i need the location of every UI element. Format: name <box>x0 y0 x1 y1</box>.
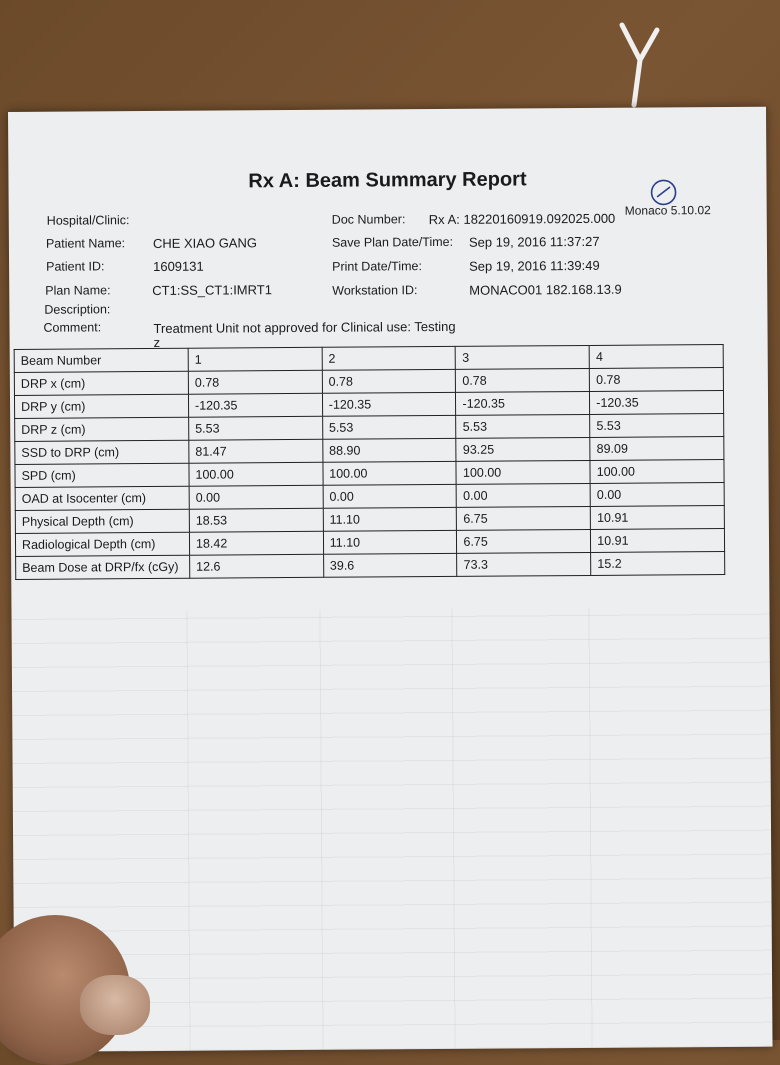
patient-id-label: Patient ID: <box>46 259 105 274</box>
table-cell: 93.25 <box>456 437 590 461</box>
patient-name-value: CHE XIAO GANG <box>152 235 258 251</box>
row-header: SPD (cm) <box>15 463 189 487</box>
table-cell: 2 <box>322 346 456 370</box>
table-cell: 0.00 <box>590 483 724 507</box>
table-cell: 0.78 <box>322 369 456 393</box>
table-cell: 100.00 <box>323 461 457 485</box>
report-paper <box>8 107 773 1052</box>
table-cell: -120.35 <box>188 393 322 417</box>
table-cell: 6.75 <box>457 506 591 530</box>
save-plan-value: Sep 19, 2016 11:37:27 <box>468 233 600 250</box>
table-cell: 0.78 <box>456 368 590 392</box>
table-cell: 0.00 <box>457 483 591 507</box>
table-cell: -120.35 <box>456 391 590 415</box>
table-cell: 6.75 <box>457 529 591 553</box>
table-cell: 73.3 <box>457 552 591 576</box>
patient-name-label: Patient Name: <box>45 236 126 251</box>
row-header: DRP z (cm) <box>15 417 189 441</box>
table-cell: 0.78 <box>188 370 322 394</box>
beam-summary-table <box>14 344 726 580</box>
row-header: DRP y (cm) <box>14 394 188 418</box>
table-row <box>16 552 725 580</box>
table-cell: 81.47 <box>189 439 323 463</box>
print-date-value: Sep 19, 2016 11:39:49 <box>469 257 600 274</box>
row-header: OAD at Isocenter (cm) <box>15 486 189 510</box>
row-header: DRP x (cm) <box>14 371 188 395</box>
table-cell: 100.00 <box>189 462 323 486</box>
table-cell: 10.91 <box>590 506 724 530</box>
comment-value: Treatment Unit not approved for Clinical use: Testing <box>153 318 456 336</box>
table-cell: -120.35 <box>322 392 456 416</box>
table-cell: 18.53 <box>189 508 323 532</box>
row-header: SSD to DRP (cm) <box>15 440 189 464</box>
table-cell: 100.00 <box>456 460 590 484</box>
doc-number-label: Doc Number: <box>331 212 406 227</box>
table-cell: 3 <box>456 345 590 369</box>
table-cell: 89.09 <box>590 437 724 461</box>
table-cell: 5.53 <box>456 414 590 438</box>
table-cell: 15.2 <box>591 552 725 576</box>
description-label: Description: <box>44 302 111 317</box>
save-plan-label: Save Plan Date/Time: <box>331 234 454 250</box>
desk-scratch-mark <box>612 20 662 110</box>
row-header: Radiological Depth (cm) <box>15 532 189 556</box>
table-cell: 0.00 <box>323 484 457 508</box>
plan-name-value: CT1:SS_CT1:IMRT1 <box>152 282 272 298</box>
workstation-label: Workstation ID: <box>332 283 418 298</box>
table-cell: 5.53 <box>189 416 323 440</box>
table-cell: 1 <box>188 347 322 371</box>
comment-wrap: z <box>153 334 161 350</box>
comment-label: Comment: <box>43 320 102 335</box>
row-header: Physical Depth (cm) <box>15 509 189 533</box>
software-version: Monaco 5.10.02 <box>624 203 711 218</box>
table-cell: 100.00 <box>590 460 724 484</box>
workstation-value: MONACO01 182.168.13.9 <box>469 281 622 298</box>
table-cell: -120.35 <box>590 391 724 415</box>
table-cell: 11.10 <box>323 507 457 531</box>
hospital-label: Hospital/Clinic: <box>46 213 130 228</box>
table-cell: 11.10 <box>323 530 457 554</box>
table-cell: 88.90 <box>323 438 457 462</box>
table-cell: 5.53 <box>322 415 456 439</box>
table-cell: 0.00 <box>189 485 323 509</box>
patient-id-value: 1609131 <box>153 258 204 274</box>
row-header: Beam Number <box>14 348 188 372</box>
table-cell: 10.91 <box>591 529 725 553</box>
table-cell: 4 <box>589 345 723 369</box>
table-cell: 18.42 <box>189 531 323 555</box>
doc-number-value: Rx A: 18220160919.092025.000 <box>428 210 616 228</box>
print-date-label: Print Date/Time: <box>332 259 422 274</box>
report-title: Rx A: Beam Summary Report <box>248 168 527 193</box>
table-cell: 0.78 <box>590 368 724 392</box>
finger-tip <box>80 975 150 1035</box>
table-cell: 5.53 <box>590 414 724 438</box>
row-header: Beam Dose at DRP/fx (cGy) <box>16 555 190 579</box>
plan-name-label: Plan Name: <box>45 283 111 298</box>
table-cell: 12.6 <box>190 554 324 578</box>
table-cell: 39.6 <box>323 553 457 577</box>
